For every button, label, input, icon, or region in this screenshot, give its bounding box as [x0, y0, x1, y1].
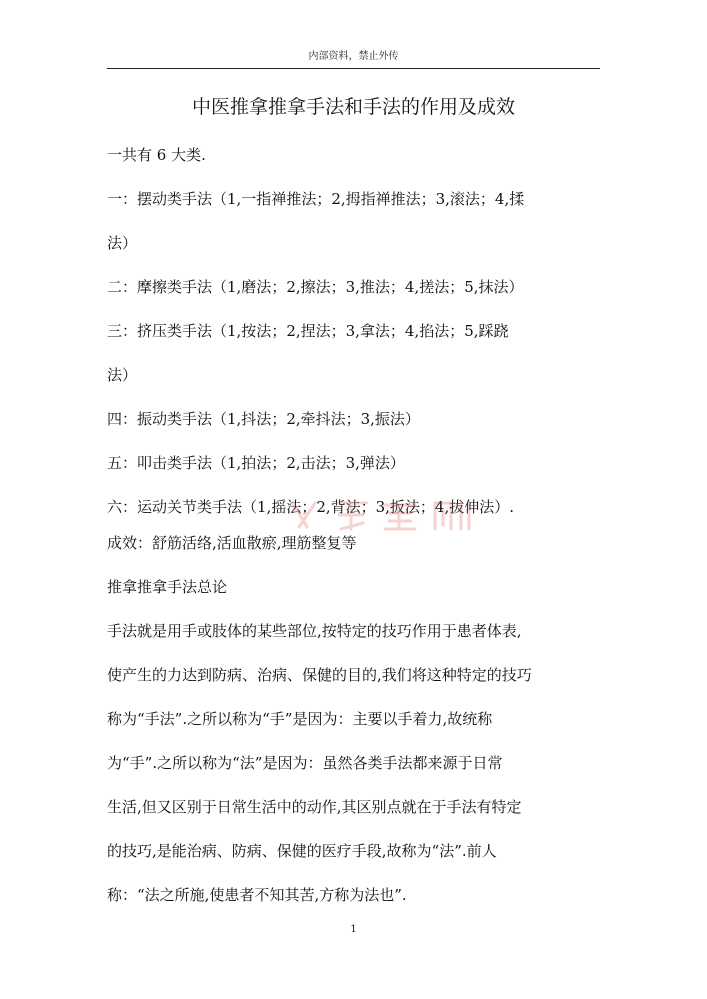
- category-2-line-1: 二：摩擦类手法（1,磨法；2,擦法；3,推法；4,搓法；5,抹法）: [107, 278, 524, 296]
- effect-line: 成效：舒筋活络,活血散瘀,理筋整复等: [107, 534, 357, 552]
- paragraph-line-3: 称为“手法”.之所以称为“手”是因为：主要以手着力,故统称: [107, 710, 493, 728]
- category-3-line-2: 法）: [107, 366, 138, 384]
- category-5-line-1: 五：叩击类手法（1,拍法；2,击法；3,弹法）: [107, 454, 405, 472]
- intro-line: 一共有 6 大类.: [107, 146, 206, 164]
- category-1-line-1: 一：摆动类手法（1,一指禅推法；2,拇指禅推法；3,滚法；4,揉: [107, 190, 525, 208]
- watermark-graphic: [285, 495, 485, 535]
- page-header: [107, 50, 600, 69]
- category-4-line-1: 四：振动类手法（1,抖法；2,牵抖法；3,振法）: [107, 410, 420, 428]
- paragraph-line-7: 称：“法之所施,使患者不知其苦,方称为法也”.: [107, 886, 407, 904]
- paragraph-line-1: 手法就是用手或肢体的某些部位,按特定的技巧作用于患者体表,: [107, 622, 522, 640]
- page-number: 1: [350, 924, 357, 935]
- category-1-line-2: 法）: [107, 234, 138, 252]
- section-heading: 推拿推拿手法总论: [107, 578, 228, 596]
- paragraph-line-2: 使产生的力达到防病、治病、保健的目的,我们将这种特定的技巧: [107, 666, 532, 684]
- paragraph-line-6: 的技巧,是能治病、防病、保健的医疗手段,故称为“法”.前人: [107, 842, 497, 860]
- header-text: 内部资料，禁止外传: [308, 51, 399, 62]
- paragraph-line-5: 生活,但又区别于日常生活中的动作,其区别点就在于手法有特定: [107, 798, 522, 816]
- paragraph-line-4: 为“手”.之所以称为“法”是因为：虽然各类手法都来源于日常: [107, 754, 503, 772]
- category-6-line-1: 六：运动关节类手法（1,摇法；2,背法；3,扳法；4,拔伸法）.: [107, 498, 515, 516]
- document-title: 中医推拿推拿手法和手法的作用及成效: [191, 96, 515, 118]
- category-3-line-1: 三：挤压类手法（1,按法；2,捏法；3,拿法；4,掐法；5,踩跷: [107, 322, 509, 340]
